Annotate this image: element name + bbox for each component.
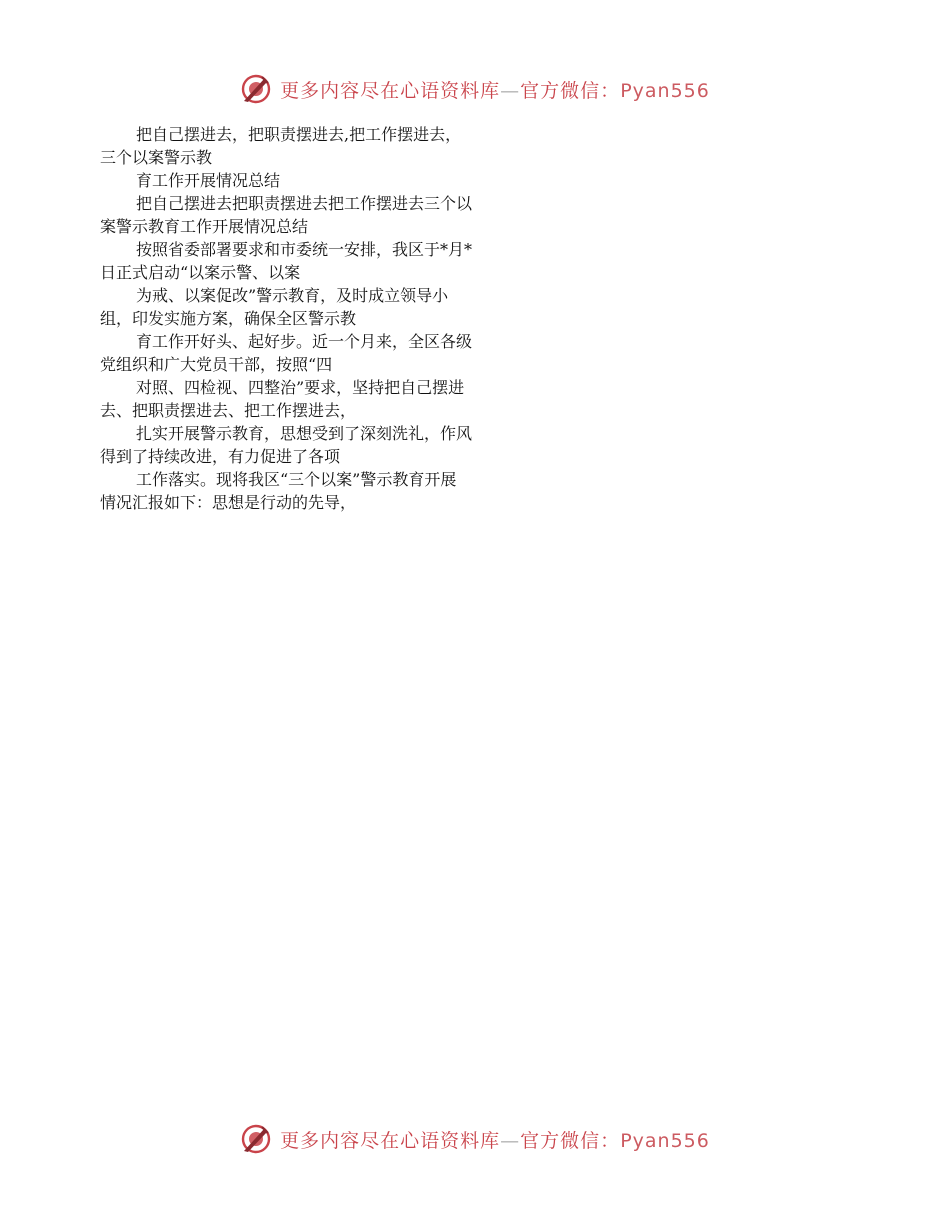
header-watermark — [0, 72, 950, 106]
text-line: 去、把职责摆进去、把工作摆进去， — [100, 401, 357, 420]
text-line: 按照省委部署要求和市委统一安排，我区于*月* — [136, 240, 473, 259]
watermark-suffix: 官方微信： — [520, 1129, 621, 1152]
text-line: 为戒、以案促改”警示教育，及时成立领导小 — [136, 286, 449, 305]
footer-watermark — [0, 1122, 950, 1156]
text-line: 党组织和广大党员干部，按照“四 — [100, 355, 333, 374]
text-line: 情况汇报如下：思想是行动的先导， — [100, 493, 357, 512]
text-line: 育工作开好头、起好步。近一个月来，全区各级 — [136, 332, 473, 351]
watermark-text — [280, 76, 710, 103]
watermark-separator: — — [500, 79, 521, 102]
quill-logo-icon — [240, 1123, 272, 1155]
text-line: 工作落实。现将我区“三个以案”警示教育开展 — [136, 470, 457, 489]
text-line: 对照、四检视、四整治”要求，坚持把自己摆进 — [136, 378, 465, 397]
text-line: 三个以案警示教 — [100, 148, 213, 167]
text-line: 得到了持续改进，有力促进了各项 — [100, 447, 341, 466]
text-line: 把自己摆进去，把职责摆进去,把工作摆进去， — [136, 125, 462, 144]
watermark-main: 更多内容尽在心语资料库 — [280, 1129, 501, 1152]
watermark-suffix: 官方微信： — [520, 79, 621, 102]
text-line: 组，印发实施方案，确保全区警示教 — [100, 309, 357, 328]
watermark-wechat-id: Pyan556 — [620, 1129, 710, 1152]
text-line: 把自己摆进去把职责摆进去把工作摆进去三个以 — [136, 194, 473, 213]
text-line: 扎实开展警示教育，思想受到了深刻洗礼，作风 — [136, 424, 473, 443]
quill-logo-icon — [240, 73, 272, 105]
text-line: 日正式启动“以案示警、以案 — [100, 263, 301, 282]
watermark-text — [280, 1126, 710, 1153]
text-line: 案警示教育工作开展情况总结 — [100, 217, 309, 236]
text-line: 育工作开展情况总结 — [136, 171, 281, 190]
watermark-wechat-id: Pyan556 — [620, 79, 710, 102]
body-text — [100, 122, 860, 513]
watermark-separator: — — [500, 1129, 521, 1152]
watermark-main: 更多内容尽在心语资料库 — [280, 79, 501, 102]
